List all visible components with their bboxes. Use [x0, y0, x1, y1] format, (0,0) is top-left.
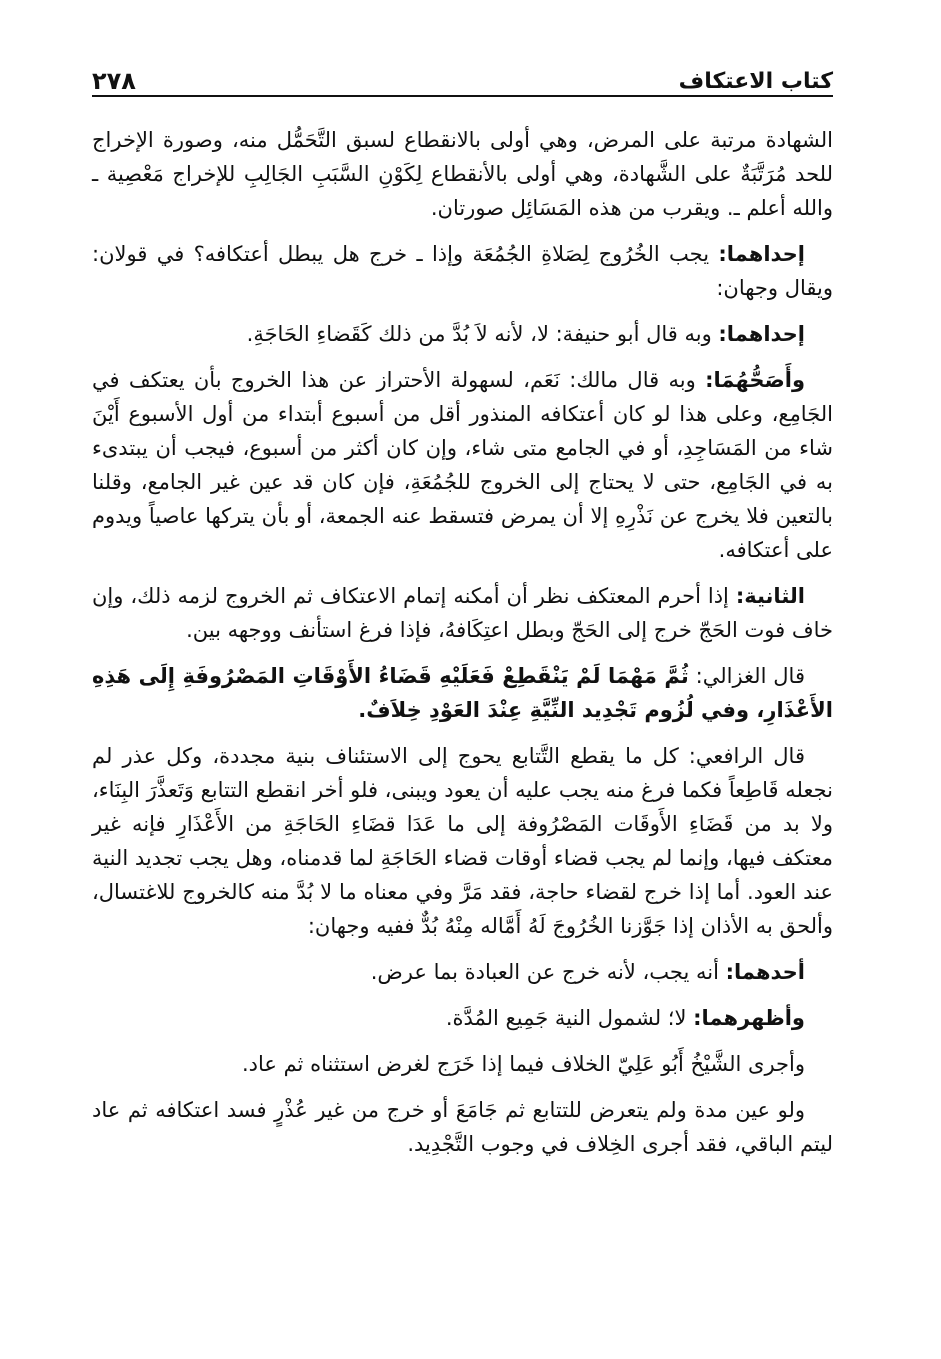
- paragraph-text: قال الغزالي:: [688, 664, 805, 688]
- paragraph-9: [92, 1001, 833, 1035]
- paragraph-11: [92, 1093, 833, 1161]
- paragraph-label: وأظهرهما:: [693, 1006, 805, 1030]
- paragraph-label: وأَصَحُّهُمَا:: [705, 368, 805, 392]
- paragraph-text: إذا أحرم المعتكف نظر أن أمكنه إتمام الاعتكاف ثم الخروج لزمه ذلك، وإن خاف فوت الحَجّ خرج إلى الحَجّ وبطل اعتِكَافهُ، فإذا فرغ استأنف ووجهه بين.: [92, 584, 833, 642]
- paragraph-text: لا؛ لشمول النية جَمِيع المُدَّة.: [445, 1006, 687, 1030]
- paragraph-2: [92, 237, 833, 305]
- paragraph-3: [92, 317, 833, 351]
- paragraph-label: أحدهما:: [725, 960, 805, 984]
- paragraph-label: إحداهما:: [718, 242, 805, 266]
- paragraph-8: [92, 955, 833, 989]
- paragraph-text: وبه قال أبو حنيفة: لا، لأنه لاَ بُدَّ من ذلك كَقَضاءِ الحَاجَةِ.: [246, 322, 712, 346]
- paragraph-text: الشهادة مرتبة على المرض، وهي أولى بالانقطاع لسبق التَّحَمُّل منه، وصورة الإخراج للحد مُرَتَّبَةٌ على الشَّهادة، وهي أولى بالأنقطاع لِكَوْنِ السَّبَبِ الجَالِبِ للإخراج مَعْصِية ـ والله أعلم ـ. ويقرب من هذه المَسَائِل صورتان.: [92, 128, 833, 220]
- paragraph-text: قال الرافعي: كل ما يقطع التَّتابع يحوج إلى الاستئناف بنية مجددة، وكل عذر لم نجعله قَاطِعاً فكما فرغ منه يجب عليه أن يعود ويبنى، فلو أخر انقطع التتابع وَتَعذَّرَ البِنَاء، ولا بد من قَضَاءِ الأَوقَات المَصْرُوفة إلى ما عَدَا قضَاءِ الحَاجَةِ من الأَعْذَارِ فإنه غير معتكف فيها، وإنما لم يجب قضاء أوقات قضاء الحَاجَةِ لما قدمناه، وهل يجب تجديد النية عند العود. أما إذا خرج لقضاء حاجة، فقد مَرَّ وفي معناه ما لا بُدَّ منه كالخروج للاغتسال، وألحق به الأذان إذا جَوَّزنا الخُرُوجَ لَهُ أَمَّاله مِنْهُ بُدٌّ ففيه وجهان:: [92, 744, 833, 938]
- paragraph-emphasis: ثُمَّ مَهْمَا لَمْ يَنْقَطِعْ فَعَلَيْهِ قَضَاءُ الأَوْقَاتِ المَصْرُوفَةِ إِلَى هَذِهِ الأَعْذَارِ، وفي لُزُوم تَجْدِيد النِّيَّةِ عِنْدَ العَوْدِ خِلاَفٌ.: [92, 664, 833, 722]
- paragraph-6: [92, 659, 833, 727]
- paragraph-text: وبه قال مالك: نَعَم، لسهولة الأحتراز عن هذا الخروج بأن يعتكف في الجَامِع، وعلى هذا لو كان أعتكافه المنذور أقل من أسبوع أبتداء من أول الأسبوع أَيْنَ شاء من المَسَاجِدِ، أو في الجامع متى شاء، وإن كان أكثر من أسبوع، فيجب أن يبتدىء به في الجَامِع، حتى لا يحتاج إلى الخروج للجُمُعَةِ، فإن كان قد عين غير الجامع، وقلنا بالتعين فلا يخرج عن نَذْرِهِ إلا أن يمرض فتسقط عنه الجمعة، أو بأن يتركها عاصياً ويدوم على أعتكافه.: [92, 368, 833, 562]
- paragraph-text: يجب الخُرُوج لِصَلاةِ الجُمُعَة وإذا ـ خرج هل يبطل أعتكافه؟ في قولان: ويقال وجهان:: [92, 242, 833, 300]
- paragraph-label: إحداهما:: [718, 322, 805, 346]
- paragraph-7: [92, 739, 833, 943]
- paragraph-5: [92, 579, 833, 647]
- book-title: كتاب الاعتكاف: [678, 69, 833, 94]
- page-number: ٢٧٨: [92, 67, 136, 95]
- paragraph-text: وأجرى الشَّيْخُ أَبُو عَلِيّ الخلاف فيما إذا خَرَج لغرض استثناه ثم عاد.: [241, 1052, 805, 1076]
- paragraph-text: ولو عين مدة ولم يتعرض للتتابع ثم جَامَعَ أو خرج من غير عُذْرٍ فسد اعتكافه ثم عاد ليتم الباقي، فقد أجرى الخِلاف في وجوب التَّجْدِيد.: [92, 1098, 833, 1156]
- paragraph-text: أنه يجب، لأنه خرج عن العبادة بما عرض.: [370, 960, 719, 984]
- page-header: [92, 55, 833, 97]
- paragraph-10: [92, 1047, 833, 1081]
- paragraph-4: [92, 363, 833, 567]
- paragraph-label: الثانية:: [735, 584, 805, 608]
- paragraph-1: [92, 123, 833, 225]
- page-content: [92, 123, 833, 1161]
- page: [92, 55, 833, 1319]
